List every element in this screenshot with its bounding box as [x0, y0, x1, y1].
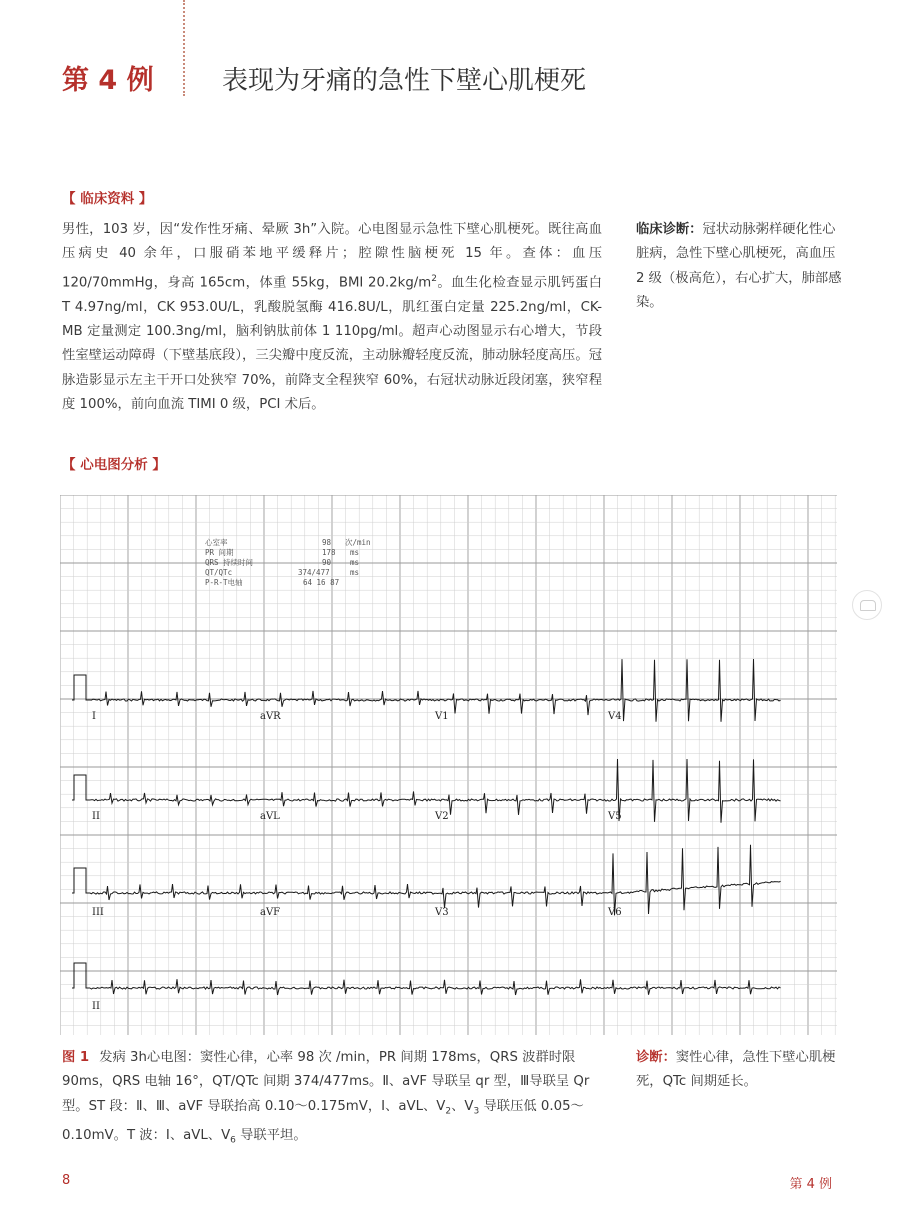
lead-label: aVR	[260, 711, 281, 722]
clinical-text-part2: 。血生化检查显示肌钙蛋白 T 4.97ng/ml，CK 953.0U/L，乳酸脱氢酶 416.8U/L，肌红蛋白定量 225.2ng/ml，CK-MB 定量测定 100.3ng/ml，脑利钠肽前体 1 110pg/ml。超声心动图显示右心增大，节段性室壁运动障碍（下壁基底段），三尖瓣中度反流，主动脉瓣轻度反流，肺动脉轻度高压。冠脉造影显示左主干开口处狭窄 70%，前降支全程狭窄 60%，右冠状动脉近段闭塞，狭窄程度 100%，前向血流 TIMI 0 级，PCI 术后。	[62, 275, 603, 413]
ecg-lead-labels	[92, 711, 622, 1012]
ecg-trace-row	[90, 845, 781, 916]
lead-label: aVL	[260, 811, 280, 822]
clinical-text-sup: 2	[431, 273, 437, 284]
page-title: 表现为牙痛的急性下壁心肌梗死	[222, 66, 587, 96]
figure-caption	[62, 1046, 602, 1153]
caption-sub: 2	[445, 1106, 452, 1117]
ecg-diagnosis-label: 诊断：	[636, 1050, 676, 1065]
measure-label: QT/QTc	[205, 568, 233, 577]
clinical-diagnosis-label: 临床诊断：	[636, 222, 703, 237]
lead-label: V3	[435, 907, 449, 918]
lead-label: II	[92, 1001, 100, 1012]
measure-label: PR 间期	[205, 548, 234, 557]
measure-unit: ms	[350, 548, 360, 557]
measure-value: 64 16 87	[303, 578, 340, 587]
ecg-trace-row	[90, 979, 781, 995]
caption-text: 导联压低 0.05～0.10mV。T 波：Ⅰ、aVL、V	[62, 1098, 584, 1143]
side-tab-icon	[852, 590, 882, 620]
lead-label: III	[92, 907, 104, 918]
clinical-diagnosis-text: 冠状动脉粥样硬化性心脏病，急性下壁心肌梗死，高血压 2 级（极高危），右心扩大，肺部感染。	[636, 222, 842, 311]
caption-sub: 3	[473, 1106, 480, 1117]
case-number: 第 4 例	[62, 65, 154, 96]
caption-text: 导联平坦。	[235, 1127, 307, 1143]
clinical-text	[62, 218, 602, 418]
measure-label: QRS 持续时间	[205, 558, 254, 567]
ecg-traces	[72, 659, 781, 995]
caption-text: 发病 3h心电图：窦性心律，心率 98 次 /min，PR 间期 178ms，QRS 波群时限 90ms，QRS 电轴 16°，QT/QTc 间期 374/477ms。Ⅱ、aVF 导联呈 qr 型，Ⅲ导联呈 Qr 型。ST 段：Ⅱ、Ⅲ、aVF 导联抬高 0.10～0.175mV，Ⅰ、aVL、V	[62, 1050, 590, 1114]
measure-label: 心室率	[205, 538, 228, 547]
measure-unit: 次/min	[345, 538, 371, 547]
measure-label: P-R-T电轴	[205, 578, 243, 587]
ecg-grid	[60, 495, 837, 1035]
measure-value: 98	[322, 538, 332, 547]
figure-number: 图 1	[62, 1050, 90, 1065]
lead-label: V2	[435, 811, 449, 822]
measure-value: 374/477	[298, 568, 330, 577]
caption-text: 、V	[451, 1098, 474, 1114]
page-number: 8	[62, 1173, 71, 1188]
ecg-diagnosis-text: 窦性心律，急性下壁心肌梗死，QTc 间期延长。	[636, 1050, 836, 1090]
lead-label: V5	[608, 811, 622, 822]
header-divider	[183, 0, 185, 96]
section-clinical-heading: 【 临床资料 】	[62, 191, 153, 207]
lead-label: II	[92, 811, 100, 822]
section-ecg-heading: 【 心电图分析 】	[62, 457, 166, 473]
lead-label: V1	[435, 711, 449, 722]
lead-label: V4	[608, 711, 622, 722]
caption-sub: 6	[230, 1135, 236, 1146]
ecg-diagnosis	[636, 1046, 846, 1095]
lead-label: V6	[608, 907, 622, 918]
clinical-text-part1: 男性，103 岁，因“发作性牙痛、晕厥 3h”入院。心电图显示急性下壁心肌梗死。既往高血压病史 40 余年，口服硝苯地平缓释片；腔隙性脑梗死 15 年。查体：血压 120/70mmHg，身高 165cm，体重 55kg，BMI 20.2kg/m	[62, 222, 602, 291]
measure-unit: ms	[350, 558, 360, 567]
running-footer: 第 4 例	[789, 1177, 832, 1192]
clinical-diagnosis	[636, 218, 846, 316]
lead-label: I	[92, 711, 96, 722]
measure-unit: ms	[350, 568, 360, 577]
measure-value: 178	[322, 548, 336, 557]
ecg-figure	[60, 495, 837, 1035]
measure-value: 90	[322, 558, 332, 567]
lead-label: aVF	[260, 907, 281, 918]
